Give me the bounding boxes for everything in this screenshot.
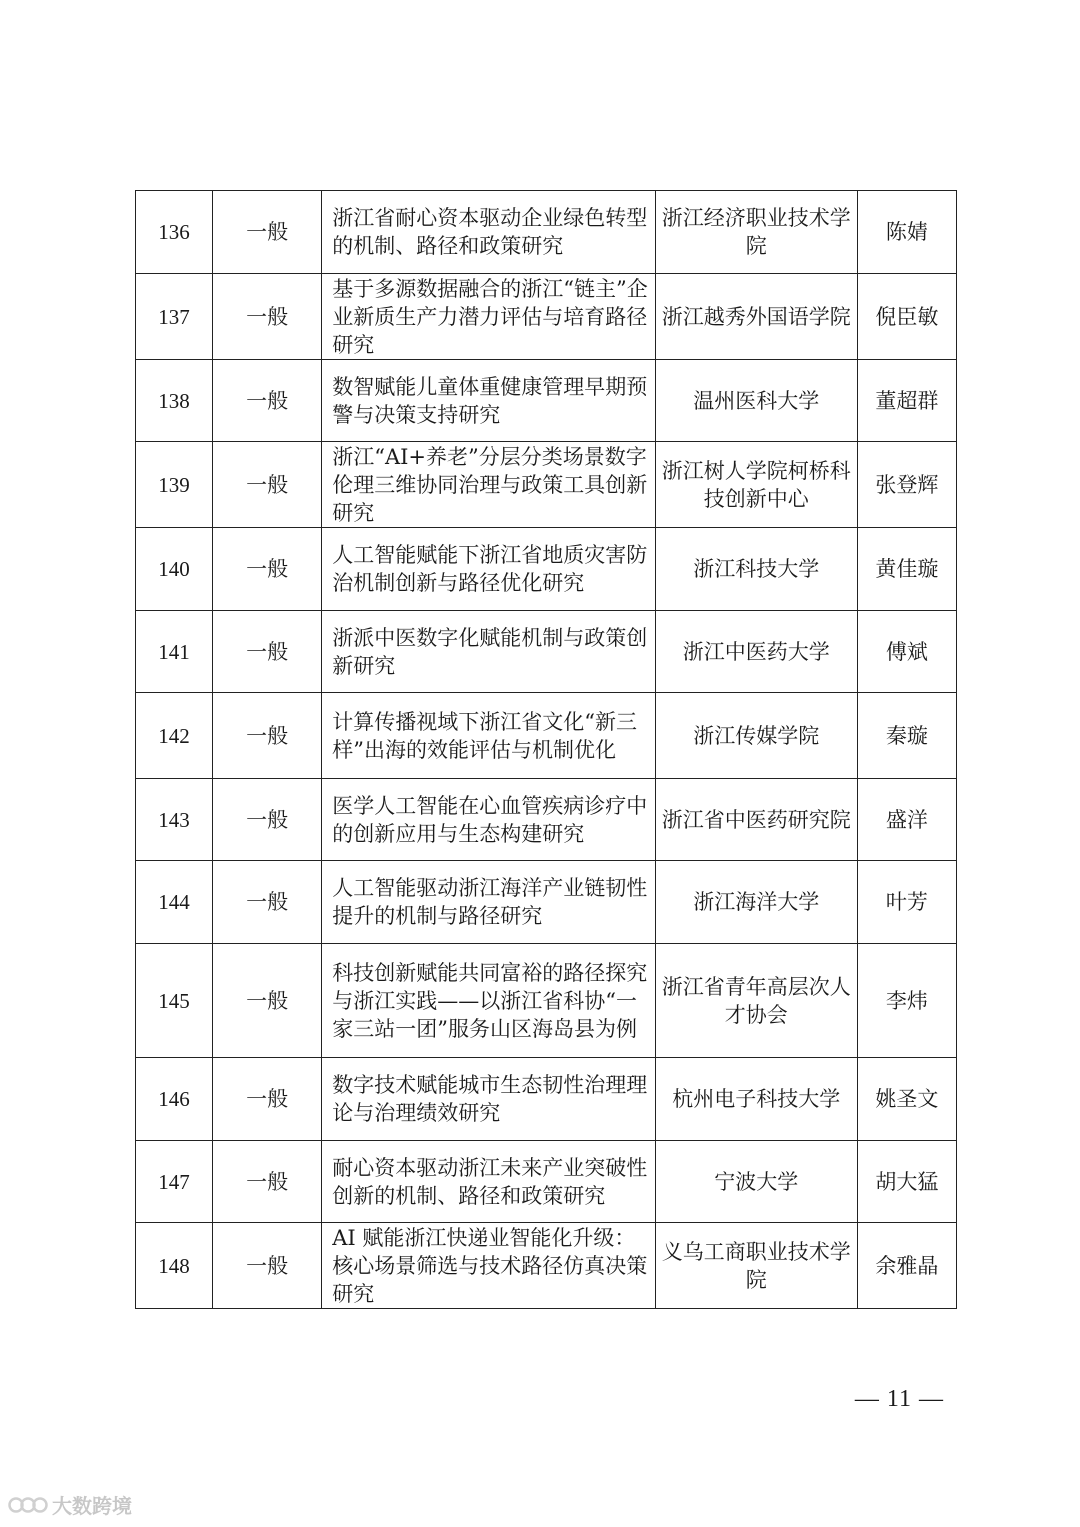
table-row bbox=[136, 861, 957, 944]
row-type: 一般 bbox=[213, 360, 322, 442]
row-type: 一般 bbox=[213, 861, 322, 944]
table-row bbox=[136, 611, 957, 693]
row-number: 140 bbox=[136, 528, 213, 611]
row-number: 137 bbox=[136, 274, 213, 360]
project-table bbox=[135, 190, 957, 1309]
row-leader: 董超群 bbox=[857, 360, 956, 442]
row-title: 医学人工智能在心血管疾病诊疗中的创新应用与生态构建研究 bbox=[322, 779, 655, 861]
row-number: 136 bbox=[136, 191, 213, 274]
row-title: AI 赋能浙江快递业智能化升级：核心场景筛选与技术路径仿真决策研究 bbox=[322, 1223, 655, 1309]
row-leader: 黄佳璇 bbox=[857, 528, 956, 611]
row-leader: 胡大猛 bbox=[857, 1141, 956, 1223]
table-row bbox=[136, 779, 957, 861]
row-title: 基于多源数据融合的浙江“链主”企业新质生产力潜力评估与培育路径研究 bbox=[322, 274, 655, 360]
table-row bbox=[136, 1223, 957, 1309]
row-unit: 义乌工商职业技术学院 bbox=[655, 1223, 857, 1309]
row-title: 浙江“AI+养老”分层分类场景数字伦理三维协同治理与政策工具创新研究 bbox=[322, 442, 655, 528]
watermark bbox=[8, 1490, 132, 1519]
row-type: 一般 bbox=[213, 274, 322, 360]
row-leader: 李炜 bbox=[857, 944, 956, 1058]
project-table-body bbox=[136, 191, 957, 1309]
row-type: 一般 bbox=[213, 693, 322, 779]
row-leader: 余雅晶 bbox=[857, 1223, 956, 1309]
page-number: — 11 — bbox=[854, 1386, 944, 1412]
row-number: 144 bbox=[136, 861, 213, 944]
row-leader: 秦璇 bbox=[857, 693, 956, 779]
row-type: 一般 bbox=[213, 944, 322, 1058]
table-row bbox=[136, 528, 957, 611]
row-title: 数智赋能儿童体重健康管理早期预警与决策支持研究 bbox=[322, 360, 655, 442]
row-title: 科技创新赋能共同富裕的路径探究与浙江实践——以浙江省科协“一家三站一团”服务山区海岛县为例 bbox=[322, 944, 655, 1058]
row-number: 148 bbox=[136, 1223, 213, 1309]
row-leader: 张登辉 bbox=[857, 442, 956, 528]
table-row bbox=[136, 693, 957, 779]
row-number: 145 bbox=[136, 944, 213, 1058]
table-row bbox=[136, 442, 957, 528]
table-row bbox=[136, 1058, 957, 1141]
row-number: 141 bbox=[136, 611, 213, 693]
row-type: 一般 bbox=[213, 191, 322, 274]
row-type: 一般 bbox=[213, 1058, 322, 1141]
table-row bbox=[136, 191, 957, 274]
row-number: 147 bbox=[136, 1141, 213, 1223]
row-unit: 浙江中医药大学 bbox=[655, 611, 857, 693]
row-unit: 浙江省青年高层次人才协会 bbox=[655, 944, 857, 1058]
row-leader: 倪臣敏 bbox=[857, 274, 956, 360]
row-unit: 浙江传媒学院 bbox=[655, 693, 857, 779]
row-title: 人工智能驱动浙江海洋产业链韧性提升的机制与路径研究 bbox=[322, 861, 655, 944]
row-unit: 温州医科大学 bbox=[655, 360, 857, 442]
row-unit: 浙江经济职业技术学院 bbox=[655, 191, 857, 274]
table-row bbox=[136, 274, 957, 360]
row-unit: 浙江越秀外国语学院 bbox=[655, 274, 857, 360]
row-type: 一般 bbox=[213, 1141, 322, 1223]
row-unit: 浙江科技大学 bbox=[655, 528, 857, 611]
row-leader: 姚圣文 bbox=[857, 1058, 956, 1141]
row-type: 一般 bbox=[213, 779, 322, 861]
row-title: 浙派中医数字化赋能机制与政策创新研究 bbox=[322, 611, 655, 693]
row-leader: 陈婧 bbox=[857, 191, 956, 274]
row-unit: 宁波大学 bbox=[655, 1141, 857, 1223]
row-number: 138 bbox=[136, 360, 213, 442]
row-leader: 盛洋 bbox=[857, 779, 956, 861]
row-title: 耐心资本驱动浙江未来产业突破性创新的机制、路径和政策研究 bbox=[322, 1141, 655, 1223]
row-title: 计算传播视域下浙江省文化“新三样”出海的效能评估与机制优化 bbox=[322, 693, 655, 779]
row-type: 一般 bbox=[213, 1223, 322, 1309]
row-number: 146 bbox=[136, 1058, 213, 1141]
row-unit: 浙江海洋大学 bbox=[655, 861, 857, 944]
row-type: 一般 bbox=[213, 442, 322, 528]
watermark-text: 大数跨境 bbox=[52, 1494, 132, 1518]
table-row bbox=[136, 1141, 957, 1223]
row-number: 139 bbox=[136, 442, 213, 528]
row-number: 143 bbox=[136, 779, 213, 861]
row-unit: 浙江省中医药研究院 bbox=[655, 779, 857, 861]
table-row bbox=[136, 944, 957, 1058]
row-type: 一般 bbox=[213, 611, 322, 693]
row-unit: 杭州电子科技大学 bbox=[655, 1058, 857, 1141]
row-leader: 叶芳 bbox=[857, 861, 956, 944]
row-title: 浙江省耐心资本驱动企业绿色转型的机制、路径和政策研究 bbox=[322, 191, 655, 274]
row-type: 一般 bbox=[213, 528, 322, 611]
row-title: 数字技术赋能城市生态韧性治理理论与治理绩效研究 bbox=[322, 1058, 655, 1141]
table-row bbox=[136, 360, 957, 442]
row-number: 142 bbox=[136, 693, 213, 779]
row-unit: 浙江树人学院柯桥科技创新中心 bbox=[655, 442, 857, 528]
row-title: 人工智能赋能下浙江省地质灾害防治机制创新与路径优化研究 bbox=[322, 528, 655, 611]
row-leader: 傅斌 bbox=[857, 611, 956, 693]
dashu-logo-icon bbox=[8, 1493, 48, 1517]
